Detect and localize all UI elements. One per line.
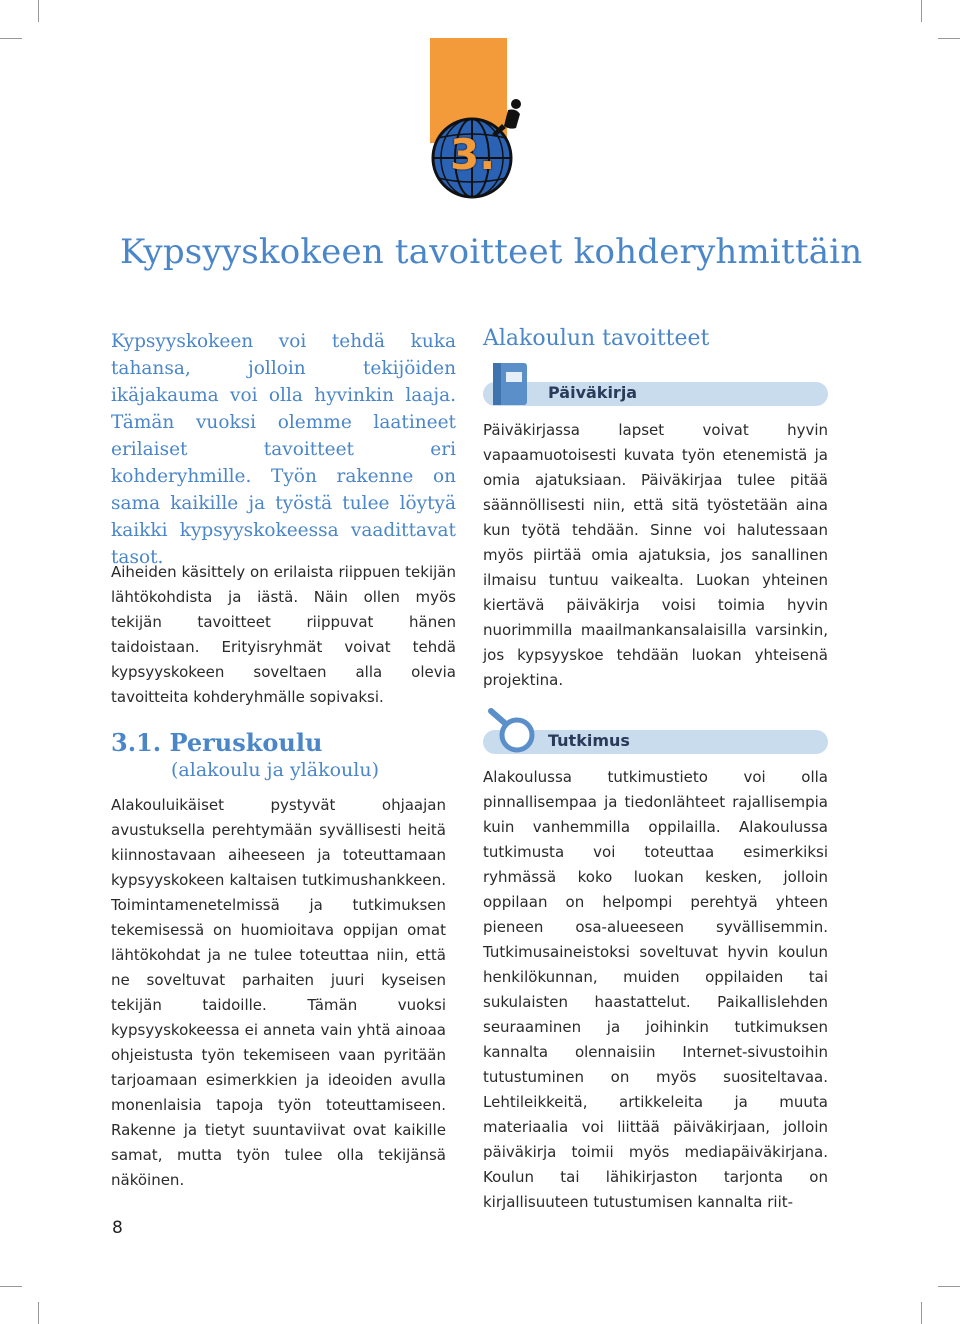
- crop-mark: [921, 1302, 922, 1324]
- section-title: 3.1. Peruskoulu: [111, 728, 323, 757]
- crop-mark: [938, 1286, 960, 1287]
- right-column-title: Alakoulun tavoitteet: [483, 326, 710, 351]
- magnifier-icon: [487, 707, 539, 759]
- chapter-number: 3.: [450, 130, 496, 179]
- diary-label-bar: [483, 382, 828, 406]
- body-paragraph-3: Alakouluikäiset pystyvät ohjaajan avustuksella perehtymään syvällisesti heitä kiinnostavaan aiheeseen ja toteuttamaan kypsyyskokeen kaltaisen tutkimushankkeen. Toimintamenetelmissä ja tutkimuksen tekemisessä on huomioitava oppijan omat lähtökohdat ja ne tulee toteuttaa niin, että ne soveltuvat parhaiten juuri kyseisen tekijän taidoille. Tämän vuoksi kypsyyskokeessa ei anneta vain yhtä ainoaa ohjeistusta työn tekemiseen vaan pyritään tarjoamaan esimerkkien ja ideoiden avulla monenlaisia tapoja työn toteuttamiseen. Rakenne ja tietyt suuntaviivat ovat kaikille samat, mutta työn tulee olla tekijänsä näköinen.: [111, 796, 446, 1189]
- crop-mark: [38, 1302, 39, 1324]
- section-subtitle: (alakoulu ja yläkoulu): [171, 759, 379, 781]
- crop-mark: [38, 0, 39, 22]
- chapter-badge: [430, 38, 530, 218]
- diary-paragraph: Päiväkirjassa lapset voivat hyvin vapaamuotoisesti kuvata työn etenemistä ja omia ajatuksiaan. Päiväkirjaa tulee pitää säännöllisesti niin, että sitä työstetään aina kun työtä tehdään. Sinne voi halutessaan myös piirtää omia ajatuksia, jos sanallinen ilmaisu tuntuu vaikealta. Luokan yhteinen kiertävä päiväkirja voisi toimia hyvin nuorimmilla maailmankansalaisilla varsinkin, jos kypsyyskoe tehdään luokan yhteisenä projektina.: [483, 421, 828, 689]
- research-paragraph: Alakoulussa tutkimustieto voi olla pinnallisempaa ja tiedonlähteet rajallisempia kuin vanhemmilla oppilailla. Alakoulussa tutkimusta voi toteuttaa esimerkiksi ryhmässä koko luokan kesken, jolloin oppilaan on helpompi perehtyä yhteen pieneen osa-alueeseen syvällisemmin. Tutkimusaineistoksi soveltuvat hyvin koulun henkilökunnan, muiden oppilaiden tai sukulaisten haastattelut. Paikallislehden seuraaminen ja joihinkin tutkimuksen kannalta olennaisiin Internet-sivustoihin tutustuminen on myös suositeltavaa. Lehtileikkeitä, artikkeleita ja muuta materiaalia voi liittää päiväkirjaan, jolloin päiväkirja toimii myös mediapäiväkirjana. Koulun tai lähikirjaston tarjonta on kirjallisuuteen tutustumisen kannalta riit-: [483, 768, 828, 1211]
- book-icon: [490, 360, 530, 412]
- crop-mark: [938, 38, 960, 39]
- page-title: Kypsyyskokeen tavoitteet kohderyhmittäin: [120, 232, 863, 272]
- crop-mark: [0, 38, 22, 39]
- crop-mark: [921, 0, 922, 22]
- research-label: Tutkimus: [548, 731, 630, 750]
- section-heading: [111, 728, 456, 781]
- intro-paragraph: Kypsyyskokeen voi tehdä kuka tahansa, jolloin tekijöiden ikäjakauma voi olla hyvinkin laaja. Tämän vuoksi olemme laatineet erilaiset tavoitteet eri kohderyhmille. Työn rakenne on sama kaikille ja työstä tulee löytyä kaikki kypsyyskokeessa vaadittavat tasot.: [111, 331, 456, 568]
- chapter-bar-icon: [430, 38, 530, 218]
- crop-mark: [0, 1286, 22, 1287]
- diary-label: Päiväkirja: [548, 383, 638, 402]
- page-number: 8: [112, 1218, 123, 1238]
- body-paragraph-2: Aiheiden käsittely on erilaista riippuen tekijän lähtökohdista ja iästä. Näin ollen myös tekijän tavoitteet riippuvat hänen taidoistaan. Erityisryhmät voivat tehdä kypsyyskokeen soveltaen alla olevia tavoitteita kohderyhmälle sopivaksi.: [111, 563, 456, 706]
